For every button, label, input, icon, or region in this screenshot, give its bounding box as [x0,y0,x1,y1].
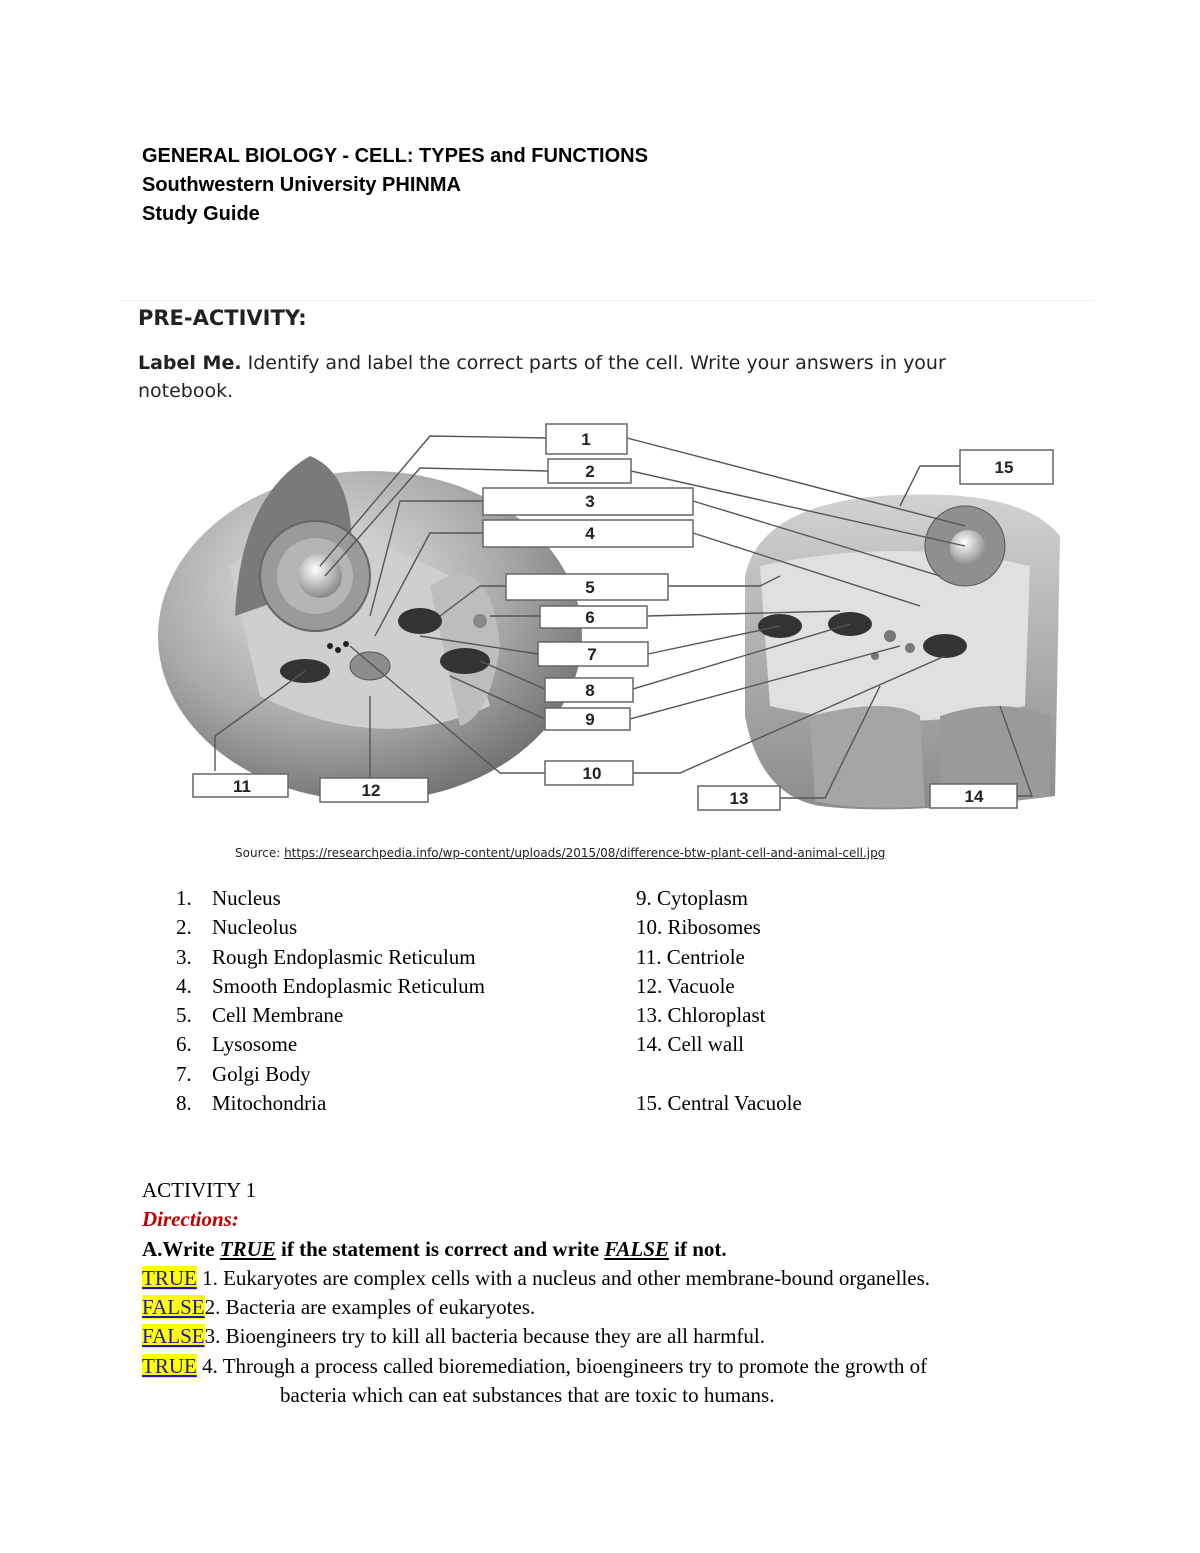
activity-1 [142,1176,930,1410]
source-label: Source: [235,846,285,860]
list-item: 15. Central Vacuole [636,1091,802,1116]
source-link[interactable]: https://researchpedia.info/wp-content/uploads/2015/08/difference-btw-plant-cell-and-animal-cell.jpg [284,846,886,860]
list-item [636,1060,802,1089]
label-box-5 [506,574,668,600]
pre-activity-figure [120,300,1095,873]
answer-list-left [176,884,485,1118]
list-item: 6. Lysosome [176,1032,298,1057]
label-text-9: 9 [585,710,595,729]
directions-label: Directions: [142,1207,239,1232]
label-box-15 [960,450,1053,484]
activity-instruction: A.Write TRUE if the statement is correct and write FALSE if not. [142,1236,727,1261]
list-item: 11. Centriole [636,944,745,969]
statement-2: FALSE2. Bacteria are examples of eukaryotes. [142,1295,536,1320]
answer-list-right [636,884,802,1118]
label-box-12 [320,778,428,802]
label-box-7 [538,642,648,666]
label-text-12: 12 [361,781,381,800]
answer-highlight: TRUE [142,1265,197,1290]
list-item: 1. Nucleus [176,886,281,910]
label-text-8: 8 [585,681,595,700]
cell-diagram [120,416,1095,826]
statement-4: TRUE 4. Through a process called bioremediation, bioengineers try to promote the growth of [142,1353,928,1378]
label-text-11: 11 [233,777,251,796]
answer-highlight: FALSE [142,1295,205,1320]
label-box-14 [930,784,1017,808]
label-text-2: 2 [585,462,595,481]
statement-4-continued: bacteria which can eat substances that are toxic to humans. [280,1383,775,1408]
document-type: Study Guide [142,203,260,225]
statement-1: TRUE 1. Eukaryotes are complex cells with a nucleus and other membrane-bound organelles. [142,1265,931,1290]
label-text-10: 10 [582,764,602,783]
label-me-text: Identify and label the correct parts of the cell. Write your answers in your notebook. [138,352,946,402]
list-item: 13. Chloroplast [636,1003,766,1028]
label-text-15: 15 [994,458,1014,477]
list-item: 7. Golgi Body [176,1061,311,1086]
statement-3: FALSE3. Bioengineers try to kill all bacteria because they are all harmful. [142,1324,765,1349]
list-item: 4. Smooth Endoplasmic Reticulum [176,973,485,998]
list-item: 12. Vacuole [636,973,735,998]
course-title: GENERAL BIOLOGY - CELL: TYPES and FUNCTIONS [142,145,648,167]
label-text-6: 6 [585,608,595,627]
label-box-9 [545,708,630,730]
label-box-13 [698,786,780,810]
image-source [235,846,885,860]
label-box-11 [193,774,288,797]
answer-highlight: FALSE [142,1324,205,1349]
label-box-1 [546,424,627,454]
label-box-4 [483,520,693,547]
list-item: 2. Nucleolus [176,915,298,940]
label-text-4: 4 [585,524,595,543]
label-box-10 [545,761,633,785]
label-box-2 [548,459,631,483]
label-box-3 [483,488,693,515]
answer-highlight: TRUE [142,1353,197,1378]
plant-cell-illustration [745,494,1060,809]
list-item: 8. Mitochondria [176,1091,327,1116]
label-text-3: 3 [585,492,595,511]
list-item: 14. Cell wall [636,1032,744,1057]
label-box-8 [545,678,633,702]
pre-activity-instructions [138,349,1018,405]
label-box-6 [540,606,647,628]
document-header [142,142,648,229]
label-text-14: 14 [964,787,984,806]
university-name: Southwestern University PHINMA [142,174,461,196]
activity-title: ACTIVITY 1 [142,1178,257,1202]
list-item: 3. Rough Endoplasmic Reticulum [176,944,476,969]
list-item: 9. Cytoplasm [636,886,749,910]
label-text-5: 5 [585,578,595,597]
list-item: 10. Ribosomes [636,915,761,940]
pre-activity-title: PRE-ACTIVITY: [138,306,307,330]
label-text-7: 7 [587,645,597,664]
label-me-heading: Label Me. [138,352,242,374]
label-text-1: 1 [581,430,591,449]
list-item: 5. Cell Membrane [176,1003,344,1028]
label-text-13: 13 [729,789,749,808]
